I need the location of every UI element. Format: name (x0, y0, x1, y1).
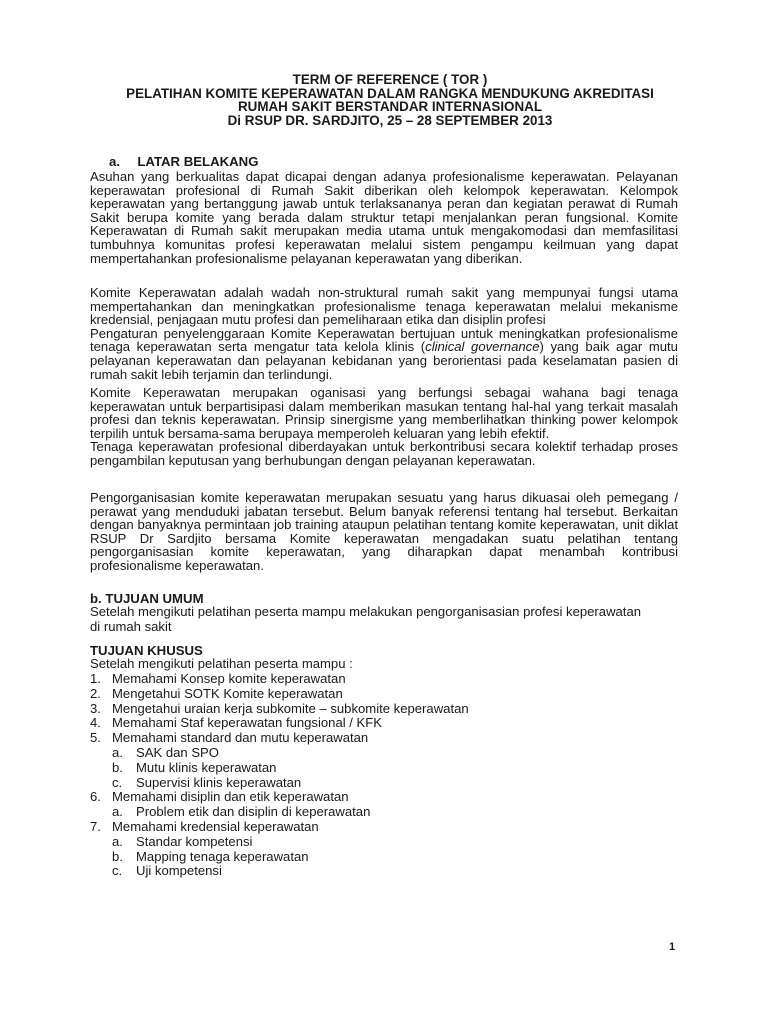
tujuan-umum-text (90, 605, 690, 635)
subitem-text: Standar kompetensi (136, 833, 253, 849)
subitem-letter: b. (112, 848, 123, 864)
paragraph-4-text: Komite Keperawatan merupakan oganisasi yang berfungsi sebagai wahana bagi tenaga keperawatan untuk berpartisipasi dalam memberikan masukan tentang hal-hal yang terkait masalah profesi dan teknis keperawatan. Prinsip sinergisme yang memberlihatkan thinking power kelompok terpilih untuk bersama-sama berupaya memperoleh keluaran yang lebih efektif. (90, 385, 678, 441)
list-item (90, 672, 690, 687)
heading-marker: a. (109, 154, 120, 169)
list-subitem (90, 776, 690, 791)
list-subitem (90, 835, 690, 850)
list-subitem (90, 761, 690, 776)
paragraph-6-text: Pengorganisasian komite keperawatan merupakan sesuatu yang harus dikuasai oleh pemegang / perawat yang menduduki jabatan tersebut. Belum banyak referensi tentang hal tersebut. Berkaitan dengan banyaknya permintaan job training ataupun pelatihan tentang komite keperawatan, unit diklat RSUP Dr Sardjito bersama Komite keperawatan mengadakan suatu pelatihan tentang pengorganisasian komite keperawatan, yang diharapkan dapat menambah kontribusi profesionalisme keperawatan. (90, 490, 678, 573)
list-item (90, 716, 690, 731)
title-line-4: Di RSUP DR. SARDJITO, 25 – 28 SEPTEMBER 2013 (227, 112, 553, 128)
item-number: 1. (90, 671, 101, 686)
paragraph-2-text: Komite Keperawatan adalah wadah non-struktural rumah sakit yang mempunyai fungsi utama mempertahankan dan meningkatkan profesionalisme tenaga keperawatan melalui mekanisme kredensial, penjagaan mutu profesi dan pemeliharaan etika dan disiplin profesi (90, 285, 678, 328)
tujuan-khusus-list (90, 672, 690, 879)
list-subitem (90, 805, 690, 820)
item-text: Memahami Staf keperawatan fungsional / KFK (112, 715, 383, 731)
subitem-letter: a. (112, 744, 123, 760)
subitem-text: Supervisi klinis keperawatan (136, 774, 302, 790)
list-subitem (90, 746, 690, 761)
item-number: 6. (90, 789, 101, 805)
subitem-letter: c. (112, 774, 123, 790)
item-number: 4. (90, 715, 101, 731)
subitem-text: Uji kompetensi (136, 863, 222, 879)
paragraph-1 (90, 170, 678, 265)
item-number: 7. (90, 818, 101, 834)
subitem-letter: c. (112, 863, 123, 879)
list-item (90, 731, 690, 746)
item-number: 3. (90, 700, 101, 716)
list-item (90, 702, 690, 717)
item-text: Memahami kredensial keperawatan (112, 818, 319, 834)
list-subitem (90, 864, 690, 879)
list-subitem (90, 850, 690, 865)
list-item (90, 687, 690, 702)
section-heading-tujuan-khusus: TUJUAN KHUSUS (90, 643, 203, 658)
p3-before: Pengaturan penyelenggaraan Komite Keperawatan bertujuan untuk meningkatkan profesionalisme tenaga keperawatan serta mengatur tata kelola klinis ( (90, 325, 678, 355)
subitem-text: SAK dan SPO (136, 744, 219, 760)
subitem-letter: b. (112, 759, 123, 775)
subitem-text: Mutu klinis keperawatan (136, 759, 277, 775)
heading-text: LATAR BELAKANG (137, 154, 259, 169)
page-number: 1 (669, 941, 676, 953)
paragraph-1-text: Asuhan yang berkualitas dapat dicapai dengan adanya profesionalisme keperawatan. Pelayanan keperawatan profesional di Rumah Sakit diberikan oleh kelompok keperawatan. Kelompok keperawatan yang bertanggung jawab untuk terlaksananya peran dan kegiatan perawat di Rumah Sakit berupa komite yang berada dalam struktur tetapi menjalankan peran fungsional. Komite Keperawatan di Rumah sakit merupakan media utama untuk mengakomodasi dan memfasilitasi tumbuhnya komunitas profesi keperawatan melalui sistem pengampu keilmuan yang dapat mempertahankan profesionalisme pelayanan keperawatan yang diberikan. (90, 169, 678, 266)
paragraph-6 (90, 491, 678, 573)
item-text: Memahami disiplin dan etik keperawatan (112, 789, 349, 805)
subitem-text: Problem etik dan disiplin di keperawatan (136, 804, 371, 820)
title-line-2: PELATIHAN KOMITE KEPERAWATAN DALAM RANGKA MENDUKUNG AKREDITASI (126, 85, 654, 101)
subitem-letter: a. (112, 804, 123, 820)
paragraph-2 (90, 286, 678, 381)
item-number: 2. (90, 685, 101, 701)
subitem-letter: a. (112, 833, 123, 849)
section-heading-latar-belakang (109, 154, 258, 169)
subitem-text: Mapping tenaga keperawatan (136, 848, 309, 864)
paragraph-5-text: Tenaga keperawatan profesional diberdayakan untuk berkontribusi secara kolektif terhadap proses pengambilan keputusan yang berhubungan dengan pelayanan keperawatan. (90, 439, 678, 468)
list-item (90, 820, 690, 835)
item-text: Memahami Konsep komite keperawatan (112, 671, 346, 686)
item-text: Mengetahui uraian kerja subkomite – subkomite keperawatan (112, 700, 469, 716)
list-item (90, 790, 690, 805)
item-number: 5. (90, 730, 101, 746)
section-heading-tujuan-umum: b. TUJUAN UMUM (90, 591, 204, 606)
item-text: Memahami standard dan mutu keperawatan (112, 730, 369, 746)
paragraph-4 (90, 386, 678, 468)
document-title (90, 73, 690, 127)
p3-italic: clinical governance (425, 339, 540, 355)
item-text: Mengetahui SOTK Komite keperawatan (112, 685, 343, 701)
tujuan-umum-line-1: Setelah mengikuti pelatihan peserta mampu melakukan pengorganisasian profesi keperawatan (90, 604, 642, 619)
paragraph-3-text (90, 327, 678, 381)
tujuan-khusus-intro: Setelah mengikuti pelatihan peserta mampu : (90, 656, 353, 671)
p3-after: ) yang baik agar mutu pelayanan keperawatan dan pelayanan kebidanan yang berorientasi pada keselamatan pasien di rumah sakit lebih terjamin dan terlindungi. (90, 339, 678, 382)
title-line-1: TERM OF REFERENCE ( TOR ) (292, 72, 488, 87)
title-line-3: RUMAH SAKIT BERSTANDAR INTERNASIONAL (237, 99, 542, 115)
tujuan-umum-line-2: di rumah sakit (90, 618, 172, 634)
